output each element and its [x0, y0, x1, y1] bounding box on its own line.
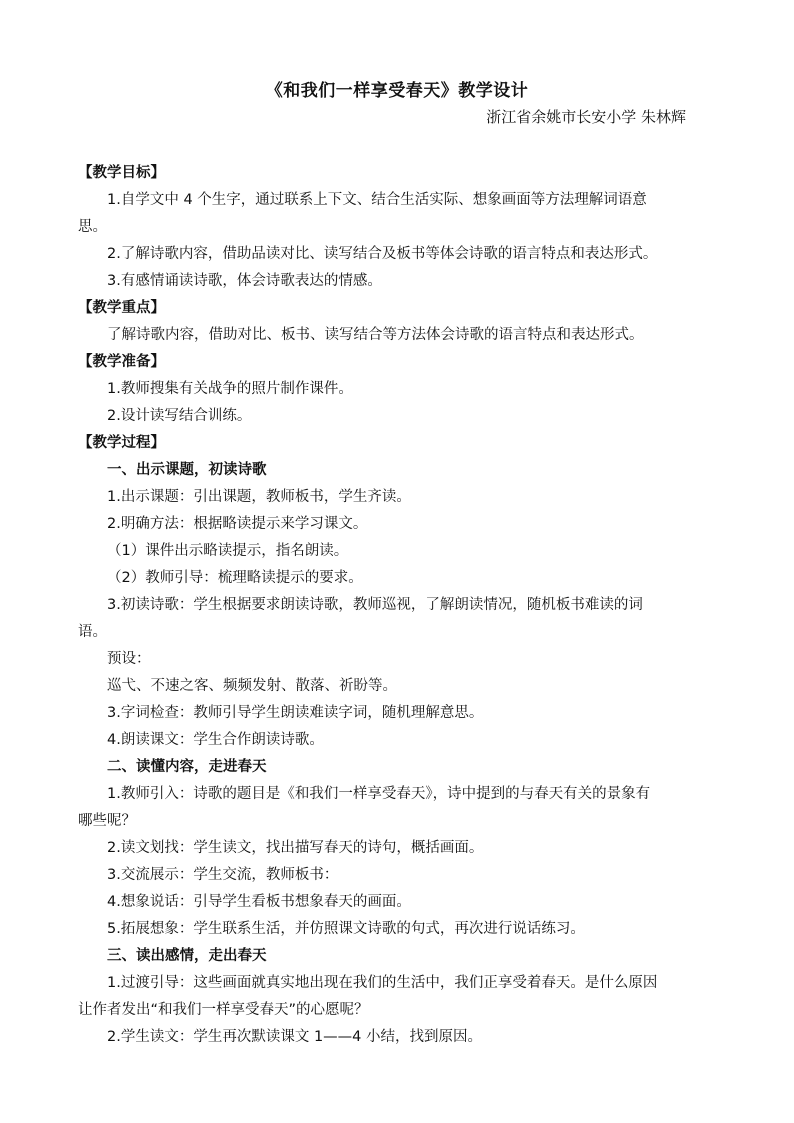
document-title: 《和我们一样享受春天》教学设计 — [265, 81, 529, 101]
author-line: 浙江省余姚市长安小学 朱林辉 — [486, 108, 686, 126]
section-heading: 【教学重点】 — [78, 300, 165, 316]
body-line: 语。 — [78, 624, 107, 640]
body-line: 1.教师引入：诗歌的题目是《和我们一样享受春天》，诗中提到的与春天有关的景象有 — [107, 786, 651, 802]
body-line: 3.初读诗歌：学生根据要求朗读诗歌，教师巡视，了解朗读情况，随机板书难读的词 — [107, 597, 643, 613]
body-line: 让作者发出“和我们一样享受春天”的心愿呢？ — [78, 1002, 369, 1018]
body-line: 思。 — [78, 219, 107, 235]
body-line: 预设： — [107, 651, 151, 667]
body-line: （1）课件出示略读提示，指名朗读。 — [107, 543, 349, 559]
body-line: 4.朗读课文：学生合作朗读诗歌。 — [107, 732, 324, 748]
section-heading: 【教学准备】 — [78, 354, 165, 370]
body-line: 巡弋、不速之客、频频发射、散落、祈盼等。 — [107, 678, 397, 694]
body-line: 2.明确方法：根据略读提示来学习课文。 — [107, 516, 368, 532]
body-line: 2.读文划找：学生读文，找出描写春天的诗句，概括画面。 — [107, 840, 484, 856]
section-heading: 【教学过程】 — [78, 435, 165, 451]
body-line: 5.拓展想象：学生联系生活，并仿照课文诗歌的句式，再次进行说话练习。 — [107, 921, 585, 937]
body-line: 了解诗歌内容，借助对比、板书、读写结合等方法体会诗歌的语言特点和表达形式。 — [107, 327, 644, 343]
body-line: 2.学生读文：学生再次默读课文 1——4 小结，找到原因。 — [107, 1029, 483, 1045]
body-line: 3.字词检查：教师引导学生朗读难读字词，随机理解意思。 — [107, 705, 484, 721]
body-line: （2）教师引导：梳理略读提示的要求。 — [107, 570, 363, 586]
body-line: 1.自学文中 4 个生字，通过联系上下文、结合生活实际、想象画面等方法理解词语意 — [107, 192, 647, 208]
body-line: 1.过渡引导：这些画面就真实地出现在我们的生活中，我们正享受着春天。是什么原因 — [107, 975, 658, 991]
body-line: 2.了解诗歌内容，借助品读对比、读写结合及板书等体会诗歌的语言特点和表达形式。 — [107, 246, 658, 262]
body-line: 哪些呢？ — [78, 813, 136, 829]
body-line: 3.有感情诵读诗歌，体会诗歌表达的情感。 — [107, 273, 382, 289]
subsection-heading: 一、出示课题，初读诗歌 — [107, 462, 267, 478]
document-body — [78, 160, 718, 1051]
subsection-heading: 三、读出感情，走出春天 — [107, 948, 267, 964]
body-line: 3.交流展示：学生交流，教师板书： — [107, 867, 339, 883]
body-line: 2.设计读写结合训练。 — [107, 408, 252, 424]
body-line: 1.出示课题：引出课题，教师板书，学生齐读。 — [107, 489, 411, 505]
body-line: 4.想象说话：引导学生看板书想象春天的画面。 — [107, 894, 411, 910]
section-heading: 【教学目标】 — [78, 165, 165, 181]
subsection-heading: 二、读懂内容，走进春天 — [107, 759, 267, 775]
body-line: 1.教师搜集有关战争的照片制作课件。 — [107, 381, 353, 397]
